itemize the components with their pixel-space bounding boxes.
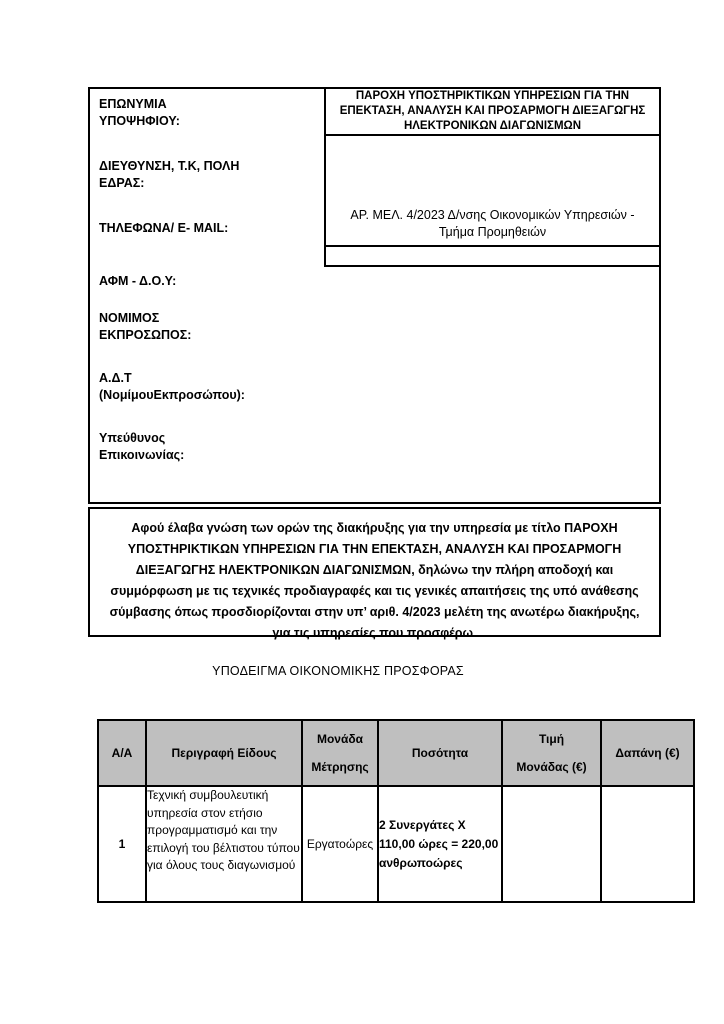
offer-section-title: ΥΠΟΔΕΙΓΜΑ ΟΙΚΟΝΟΜΙΚΗΣ ΠΡΟΣΦΟΡΑΣ <box>212 664 464 678</box>
label-line: ΑΦΜ - Δ.Ο.Υ: <box>99 274 177 288</box>
label-line: ΕΔΡΑΣ: <box>99 176 145 190</box>
cell-quantity: 2 Συνεργάτες Χ 110,00 ώρες = 220,00 ανθρωποώρες <box>378 786 502 902</box>
table-row <box>98 786 694 902</box>
study-ref-cell <box>326 136 659 247</box>
label-line: Α.Δ.Τ <box>99 371 132 385</box>
label-line: ΥΠΟΨΗΦΙΟΥ: <box>99 114 180 128</box>
label-line: (ΝομίμουΕκπροσώπου): <box>99 388 245 402</box>
study-ref-text: ΑΡ. ΜΕΛ. 4/2023 Δ/νσης Οικονομικών Υπηρεσιών - Τμήμα Προμηθειών <box>350 208 635 239</box>
header-label: Α/Α <box>111 746 133 760</box>
label-contact-person <box>99 430 317 464</box>
project-title-cell <box>326 89 659 136</box>
offer-table-header-row <box>98 720 694 786</box>
header-unit <box>302 720 378 786</box>
cell-description: Τεχνική συμβουλευτική υπηρεσία στον ετήσιο προγραμματισμό και την επιλογή του βέλτιστου τύπου για όλους τους διαγωνισμού <box>146 786 302 902</box>
label-line: ΔΙΕΥΘΥΝΣΗ, Τ.Κ, ΠΟΛΗ <box>99 159 240 173</box>
cell-unit: Εργατοώρες <box>302 786 378 902</box>
label-id-number <box>99 370 317 404</box>
header-label: Μονάδας (€) <box>516 760 587 774</box>
header-label: Μέτρησης <box>311 760 369 774</box>
cell-aa: 1 <box>98 786 146 902</box>
label-legal-representative <box>99 310 317 344</box>
offer-table <box>97 719 695 903</box>
project-header-table <box>324 87 661 267</box>
header-cost <box>601 720 694 786</box>
header-label: Δαπάνη (€) <box>615 746 680 760</box>
label-afm-doy <box>99 273 317 290</box>
header-quantity <box>378 720 502 786</box>
label-line: ΤΗΛΕΦΩΝΑ/ Ε- MAIL: <box>99 221 229 235</box>
label-line: ΕΠΩΝΥΜΙΑ <box>99 97 167 111</box>
declaration-box <box>88 507 661 640</box>
header-aa <box>98 720 146 786</box>
project-title: ΠΑΡΟΧΗ ΥΠΟΣΤΗΡΙΚΤΙΚΩΝ ΥΠΗΡΕΣΙΩΝ ΓΙΑ ΤΗΝ ΕΠΕΚΤΑΣΗ, ΑΝΑΛΥΣΗ ΚΑΙ ΠΡΟΣΑΡΜΟΓΗ ΔΙΕΞΑΓΩΓΗΣ ΗΛΕΚΤΡΟΝΙΚΩΝ ΔΙΑΓΩΝΙΣΜΩΝ <box>339 90 646 132</box>
header-description <box>146 720 302 786</box>
label-address <box>99 158 317 192</box>
declaration-text: Αφού έλαβα γνώση των ορών της διακήρυξης για την υπηρεσία με τίτλο ΠΑΡΟΧΗ ΥΠΟΣΤΗΡΙΚΤΙΚΩΝ ΥΠΗΡΕΣΙΩΝ ΓΙΑ ΤΗΝ ΕΠΕΚΤΑΣΗ, ΑΝΑΛΥΣΗ ΚΑΙ ΠΡΟΣΑΡΜΟΓΗ ΔΙΕΞΑΓΩΓΗΣ ΗΛΕΚΤΡΟΝΙΚΩΝ ΔΙΑΓΩΝΙΣΜΩΝ, δηλώνω την πλήρη αποδοχή και συμμόρφωση με τις τεχνικές προδιαγραφές και τις γενικές απαιτήσεις της υπό ανάθεσης σύμβασης όπως προσδιορίζονται στην υπ’ αριθ. 4/2023 μελέτη της ανωτέρω διακήρυξης, για τις υπηρεσίες που προσφέρω. <box>109 521 640 640</box>
cell-unit-price <box>502 786 601 902</box>
header-label: Μονάδα <box>316 732 364 746</box>
label-line: ΝΟΜΙΜΟΣ <box>99 311 160 325</box>
label-line: Επικοινωνίας: <box>99 448 185 462</box>
label-phone-email <box>99 220 317 237</box>
empty-cell <box>326 247 659 263</box>
header-label: Ποσότητα <box>411 746 469 760</box>
label-line: Υπεύθυνος <box>99 431 166 445</box>
header-unit-price <box>502 720 601 786</box>
candidate-labels <box>99 96 317 464</box>
cell-cost <box>601 786 694 902</box>
header-label: Περιγραφή Είδους <box>171 746 277 760</box>
header-label: Τιμή <box>538 732 565 746</box>
label-company-name <box>99 96 317 130</box>
label-line: ΕΚΠΡΟΣΩΠΟΣ: <box>99 328 192 342</box>
